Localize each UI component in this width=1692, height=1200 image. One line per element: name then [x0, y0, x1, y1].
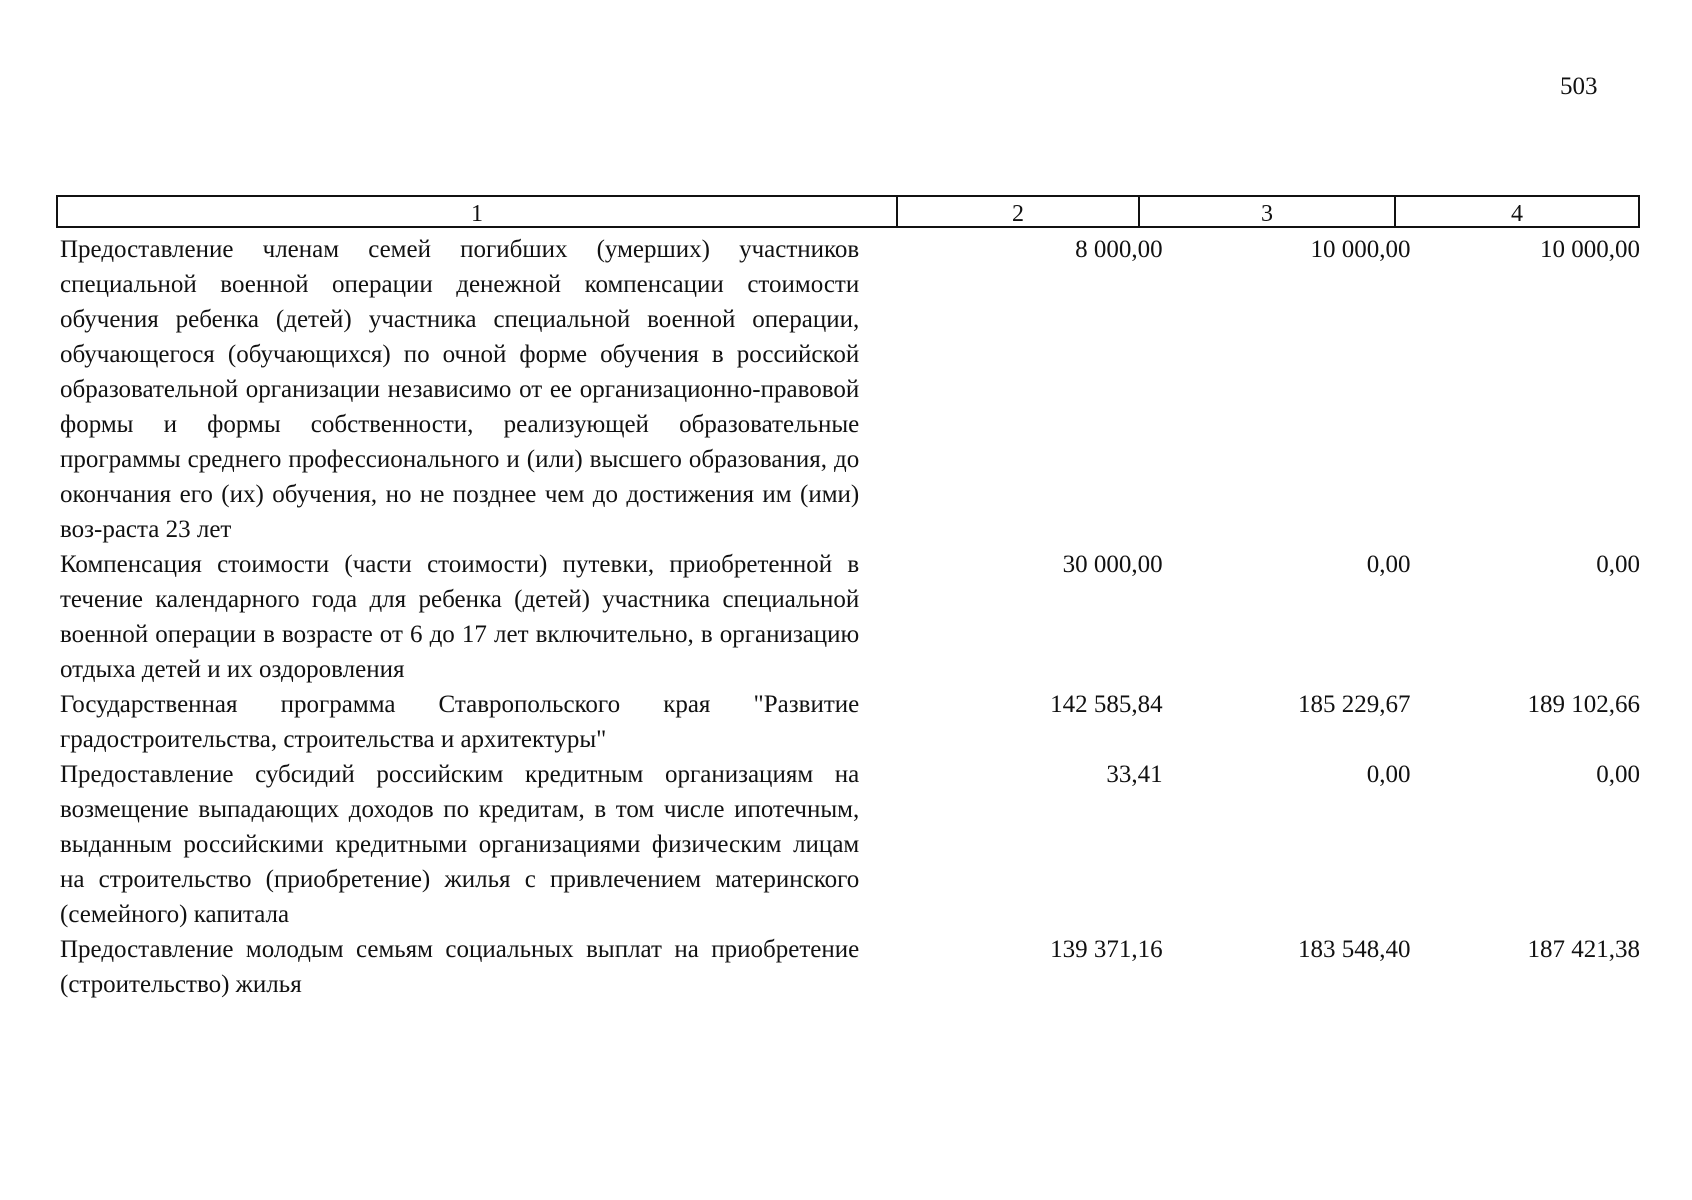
header-col-1: 1 — [471, 201, 483, 227]
row-value-col-3: 183 548,40 — [1298, 936, 1411, 963]
table-body — [60, 232, 1640, 1002]
header-col-3: 3 — [1138, 197, 1394, 226]
row-description: Предоставление членам семей погибших (умерших) участников специальной военной операции денежной компенсации стоимости обучения ребенка (детей) участника специальной военной операции, обучающегося (обучающихся) по очной форме обучения в российской образовательной организации независимо от ее организационно-правовой формы и формы собственности, реализующей образовательные программы среднего профессионального и (или) высшего образования, до окончания его (их) обучения, но не позднее чем до достижения им (ими) воз-раста 23 лет — [60, 236, 860, 543]
row-description: Государственная программа Ставропольского края "Развитие градостроительства, строительства и архитектуры" — [60, 691, 860, 753]
table-row — [60, 547, 1640, 687]
row-description: Предоставление молодым семьям социальных выплат на приобретение (строительство) жилья — [60, 936, 860, 998]
row-description: Компенсация стоимости (части стоимости) путевки, приобретенной в течение календарного года для ребенка (детей) участника специальной военной операции в возрасте от 6 до 17 лет включительно, в организацию отдыха детей и их оздоровления — [60, 551, 860, 683]
row-value-col-2: 30 000,00 — [1062, 551, 1163, 578]
row-value-col-4: 189 102,66 — [1527, 691, 1640, 718]
row-value-col-3: 10 000,00 — [1310, 236, 1411, 263]
table-row — [60, 757, 1640, 932]
row-value-col-4: 0,00 — [1596, 761, 1640, 788]
table-row — [60, 232, 1640, 547]
page-number: 503 — [1560, 73, 1598, 100]
row-value-col-3: 0,00 — [1366, 761, 1411, 788]
row-value-col-4: 0,00 — [1596, 551, 1640, 578]
row-value-col-2: 8 000,00 — [1075, 236, 1163, 263]
row-value-col-2: 139 371,16 — [1050, 936, 1163, 963]
header-col-4: 4 — [1394, 197, 1638, 226]
row-value-col-2: 33,41 — [1106, 761, 1163, 788]
header-col-2: 2 — [896, 197, 1138, 226]
table-row — [60, 687, 1640, 757]
row-value-col-4: 10 000,00 — [1540, 236, 1640, 263]
row-value-col-2: 142 585,84 — [1050, 691, 1163, 718]
row-value-col-3: 185 229,67 — [1298, 691, 1411, 718]
row-value-col-4: 187 421,38 — [1527, 936, 1640, 963]
table-header — [56, 195, 1640, 228]
row-description: Предоставление субсидий российским кредитным организациям на возмещение выпадающих доходов по кредитам, в том числе ипотечным, выданным российскими кредитными организациями физическим лицам на строительство (приобретение) жилья с привлечением материнского (семейного) капитала — [60, 761, 860, 928]
table-row — [60, 932, 1640, 1002]
row-value-col-3: 0,00 — [1366, 551, 1411, 578]
